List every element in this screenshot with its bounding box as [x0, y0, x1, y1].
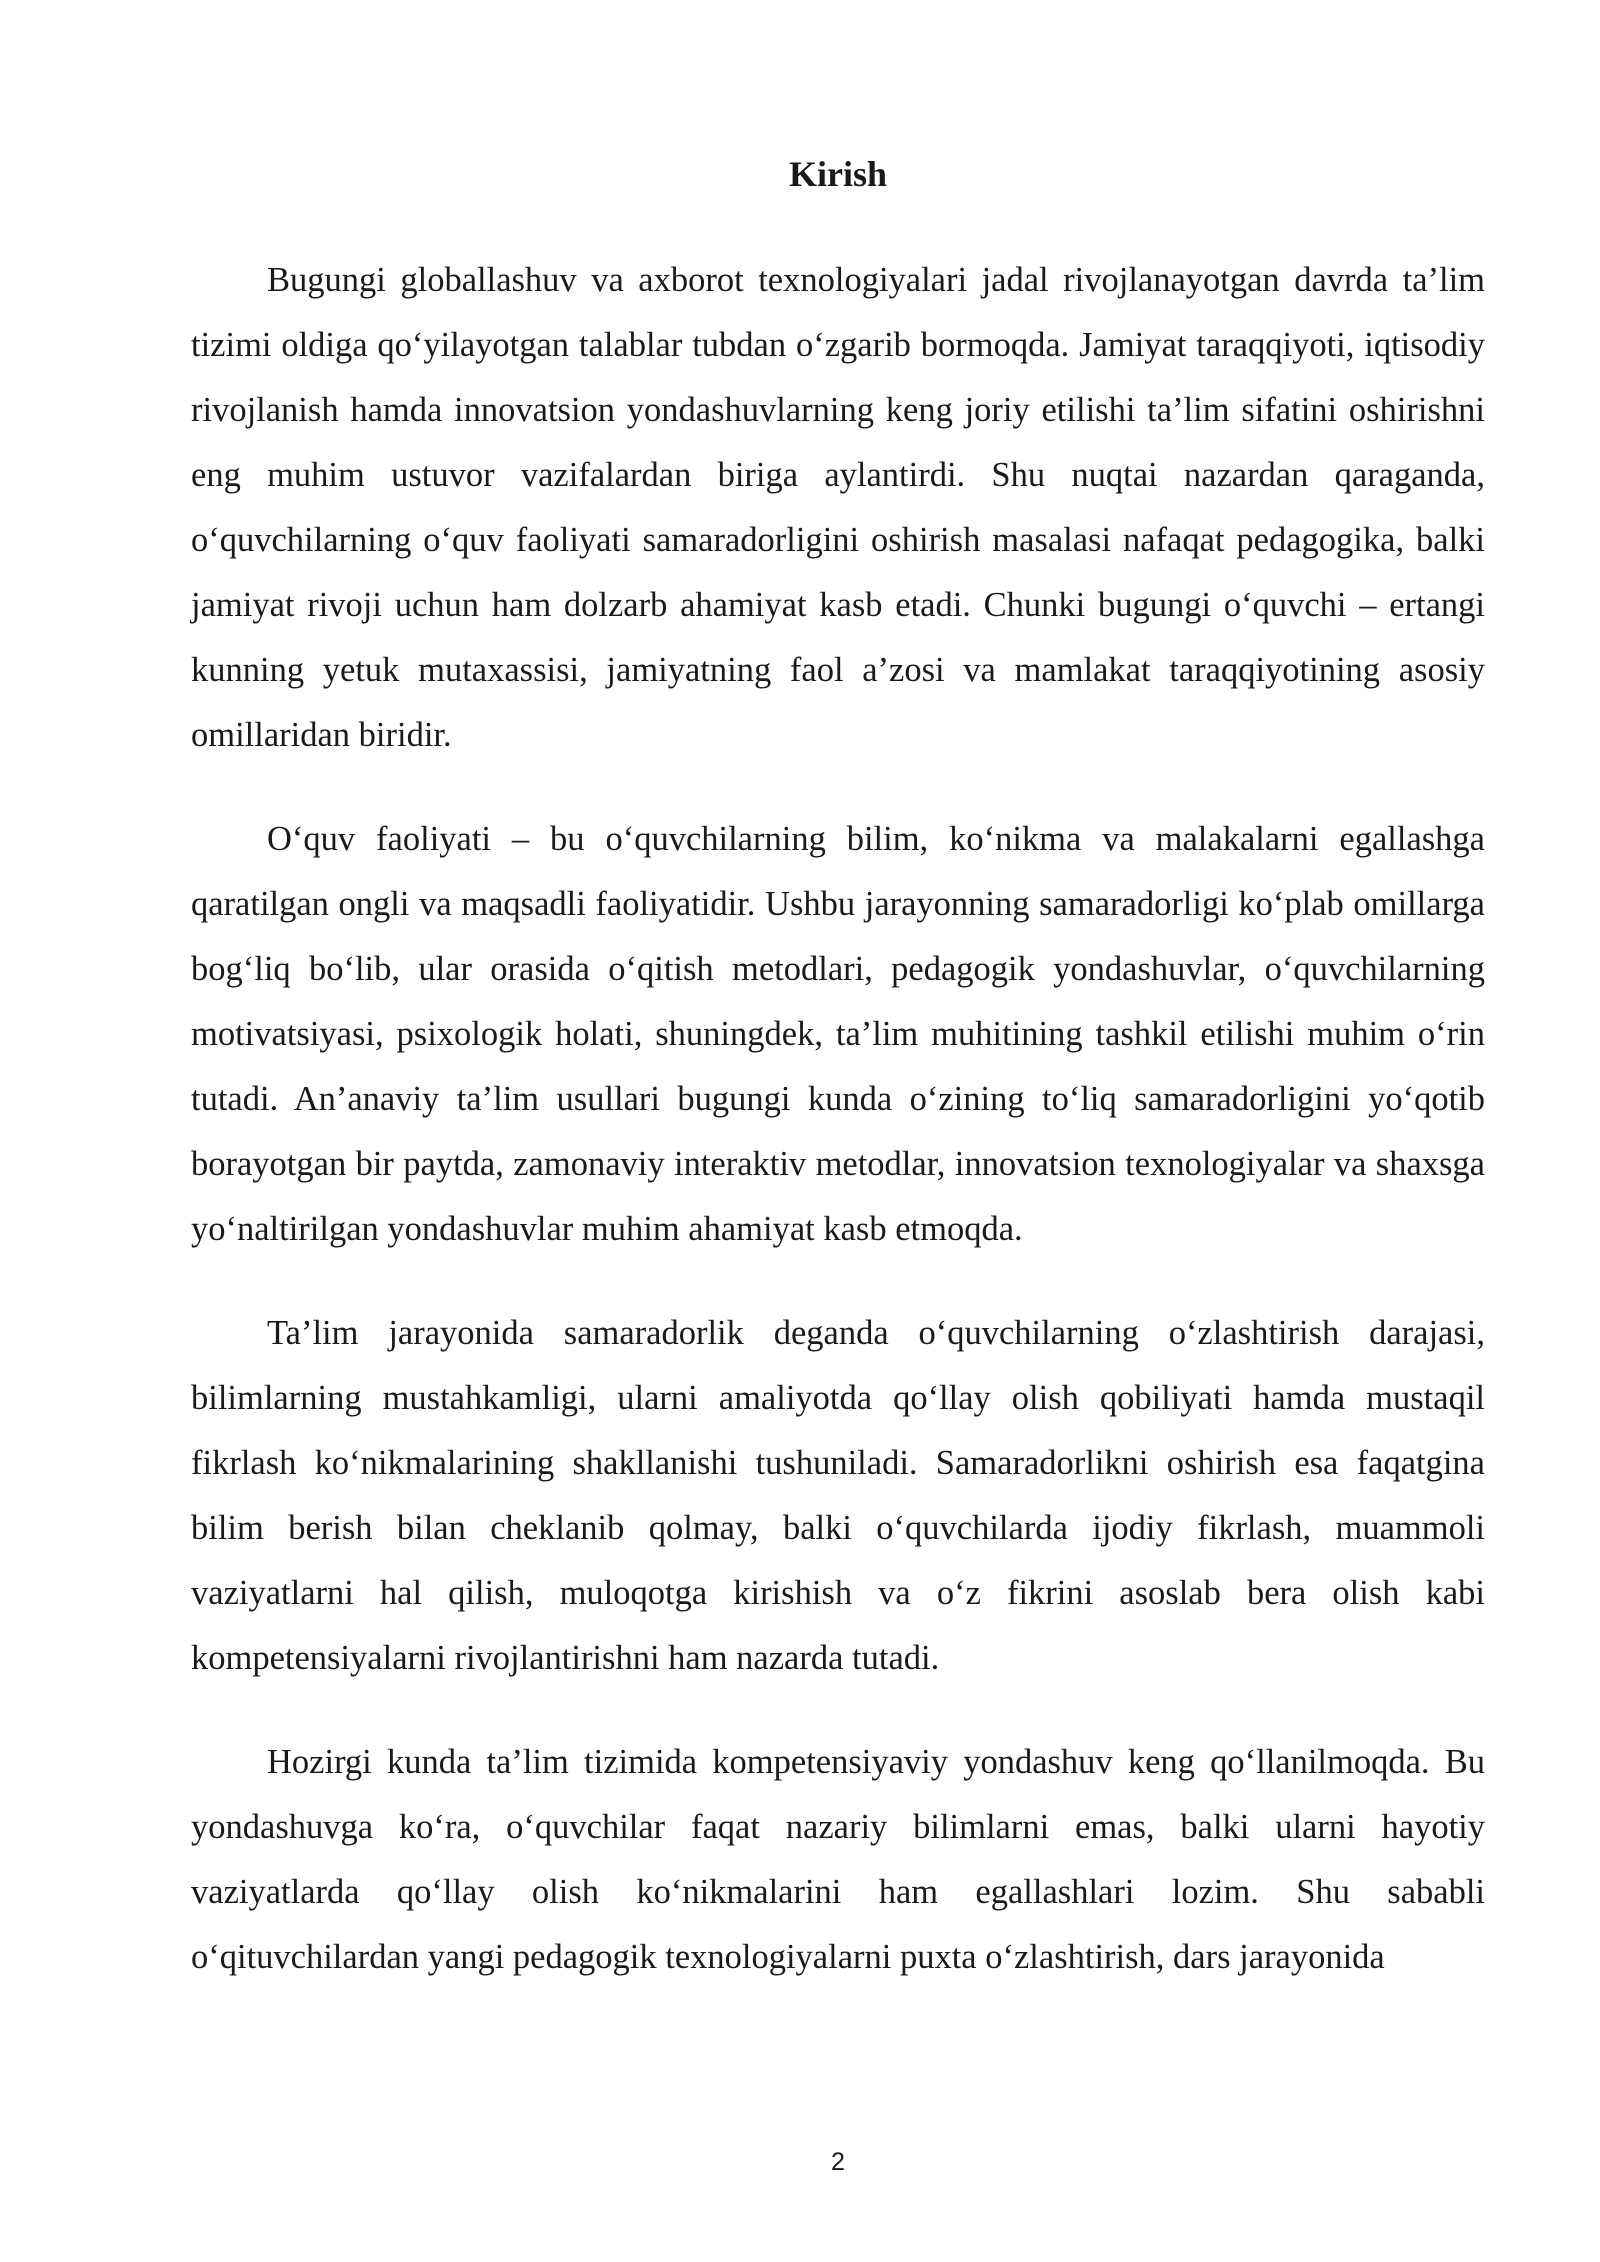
paragraph-3: Ta’lim jarayonida samaradorlik deganda o‘quvchilarning o‘zlashtirish darajasi, bilimlarning mustahkamligi, ularni amaliyotda qo‘llay olish qobiliyati hamda mustaqil fikrlash ko‘nikmalarining shakllanishi tushuniladi. Samaradorlikni oshirish esa faqatgina bilim berish bilan cheklanib qolmay, balki o‘quvchilarda ijodiy fikrlash, muammoli vaziyatlarni hal qilish, muloqotga kirishish va o‘z fikrini asoslab bera olish kabi kompetensiyalarni rivojlantirishni ham nazarda tutadi.	[191, 1314, 1485, 1677]
page-number: 2	[831, 2148, 845, 2176]
paragraph-4: Hozirgi kunda ta’lim tizimida kompetensiyaviy yondashuv keng qo‘llanilmoqda. Bu yondashuvga ko‘ra, o‘quvchilar faqat nazariy bilimlarni emas, balki ularni hayotiy vaziyatlarda qo‘llay olish ko‘nikmalarini ham egallashlari lozim. Shu sababli o‘qituvchilardan yangi pedagogik texnologiyalarni puxta o‘zlashtirish, dars jarayonida	[191, 1743, 1485, 1976]
body-text	[191, 248, 1485, 2029]
paragraph-1: Bugungi globallashuv va axborot texnologiyalari jadal rivojlanayotgan davrda ta’lim tizimi oldiga qo‘yilayotgan talablar tubdan o‘zgarib bormoqda. Jamiyat taraqqiyoti, iqtisodiy rivojlanish hamda innovatsion yondashuvlarning keng joriy etilishi ta’lim sifatini oshirishni eng muhim ustuvor vazifalardan biriga aylantirdi. Shu nuqtai nazardan qaraganda, o‘quvchilarning o‘quv faoliyati samaradorligini oshirish masalasi nafaqat pedagogika, balki jamiyat rivoji uchun ham dolzarb ahamiyat kasb etadi. Chunki bugungi o‘quvchi – ertangi kunning yetuk mutaxassisi, jamiyatning faol a’zosi va mamlakat taraqqiyotining asosiy omillaridan biridir.	[191, 261, 1485, 754]
section-heading: Kirish	[788, 154, 887, 194]
paragraph-2: O‘quv faoliyati – bu o‘quvchilarning bilim, ko‘nikma va malakalarni egallashga qaratilgan ongli va maqsadli faoliyatidir. Ushbu jarayonning samaradorligi ko‘plab omillarga bog‘liq bo‘lib, ular orasida o‘qitish metodlari, pedagogik yondashuvlar, o‘quvchilarning motivatsiyasi, psixologik holati, shuningdek, ta’lim muhitining tashkil etilishi muhim o‘rin tutadi. An’anaviy ta’lim usullari bugungi kunda o‘zining to‘liq samaradorligini yo‘qotib borayotgan bir paytda, zamonaviy interaktiv metodlar, innovatsion texnologiyalar va shaxsga yo‘naltirilgan yondashuvlar muhim ahamiyat kasb etmoqda.	[191, 820, 1485, 1248]
